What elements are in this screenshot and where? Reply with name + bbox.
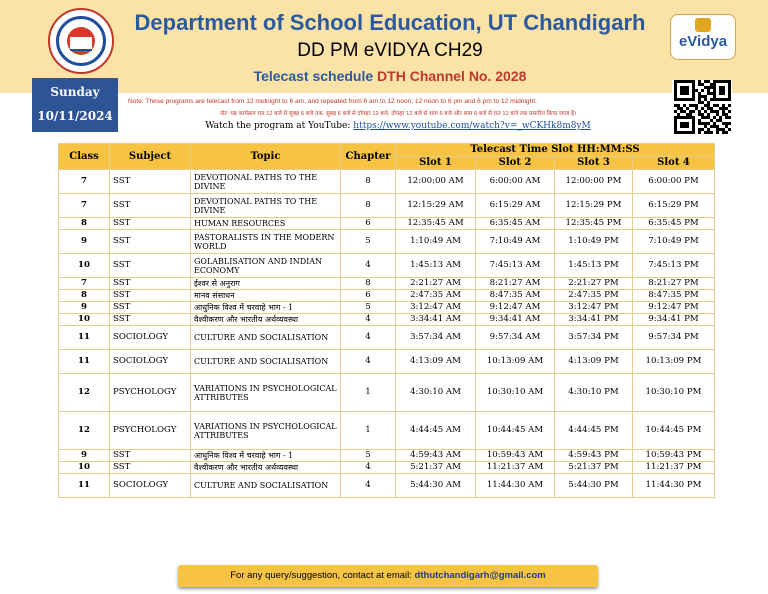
row-slot1: 12:00:00 AM (396, 170, 476, 194)
row-slot1: 5:21:37 AM (396, 462, 476, 474)
row-chapter: 6 (341, 290, 396, 302)
row-topic: VARIATIONS IN PSYCHOLOGICAL ATTRIBUTES (191, 412, 341, 450)
header-subject: Subject (110, 144, 191, 170)
row-class: 9 (59, 450, 110, 462)
row-topic: VARIATIONS IN PSYCHOLOGICAL ATTRIBUTES (191, 374, 341, 412)
row-slot2: 11:44:30 AM (476, 474, 555, 498)
row-topic: वैश्वीकरण और भारतीय अर्थव्यवस्था (191, 314, 341, 326)
row-slot3: 4:59:43 PM (555, 450, 633, 462)
header-slot2: Slot 2 (476, 157, 555, 170)
row-slot2: 6:35:45 AM (476, 218, 555, 230)
row-subject: SST (110, 218, 191, 230)
row-slot3: 1:45:13 PM (555, 254, 633, 278)
table-row (59, 218, 715, 230)
row-slot1: 12:15:29 AM (396, 194, 476, 218)
row-slot2: 7:10:49 AM (476, 230, 555, 254)
row-slot3: 2:21:27 PM (555, 278, 633, 290)
table-row (59, 374, 715, 412)
row-topic: वैश्वीकरण और भारतीय अर्थव्यवस्था (191, 462, 341, 474)
row-slot4: 6:35:45 PM (633, 218, 715, 230)
row-slot3: 4:13:09 PM (555, 350, 633, 374)
row-subject: SST (110, 194, 191, 218)
table-row (59, 302, 715, 314)
evidya-logo (670, 14, 736, 60)
row-slot4: 10:44:45 PM (633, 412, 715, 450)
row-slot2: 11:21:37 AM (476, 462, 555, 474)
row-class: 7 (59, 278, 110, 290)
row-topic: DEVOTIONAL PATHS TO THE DIVINE (191, 194, 341, 218)
row-slot2: 10:59:43 AM (476, 450, 555, 462)
row-slot1: 4:13:09 AM (396, 350, 476, 374)
row-topic: ईश्वर से अनुराग (191, 278, 341, 290)
row-slot1: 4:59:43 AM (396, 450, 476, 462)
row-slot3: 4:44:45 PM (555, 412, 633, 450)
row-class: 9 (59, 230, 110, 254)
row-chapter: 8 (341, 170, 396, 194)
row-subject: SOCIOLOGY (110, 474, 191, 498)
row-slot4: 7:45:13 PM (633, 254, 715, 278)
channel-label: DTH Channel No. 2028 (377, 68, 527, 84)
tv-icon (695, 18, 711, 32)
row-subject: SST (110, 450, 191, 462)
row-slot2: 6:15:29 AM (476, 194, 555, 218)
row-class: 7 (59, 194, 110, 218)
qr-code-icon (672, 80, 732, 134)
row-chapter: 4 (341, 314, 396, 326)
row-class: 10 (59, 254, 110, 278)
row-slot2: 10:13:09 AM (476, 350, 555, 374)
table-row (59, 412, 715, 450)
row-slot3: 5:44:30 PM (555, 474, 633, 498)
row-slot4: 8:47:35 PM (633, 290, 715, 302)
row-slot2: 10:30:10 AM (476, 374, 555, 412)
row-chapter: 4 (341, 350, 396, 374)
contact-footer (178, 565, 598, 587)
row-slot3: 3:12:47 PM (555, 302, 633, 314)
row-slot2: 8:47:35 AM (476, 290, 555, 302)
table-row (59, 230, 715, 254)
row-slot3: 12:00:00 PM (555, 170, 633, 194)
row-slot1: 3:34:41 AM (396, 314, 476, 326)
row-slot4: 7:10:49 PM (633, 230, 715, 254)
day-label: Sunday (50, 85, 100, 99)
row-slot1: 2:21:27 AM (396, 278, 476, 290)
row-slot1: 4:44:45 AM (396, 412, 476, 450)
date-box (32, 78, 118, 132)
schedule-body (59, 170, 715, 498)
row-slot2: 7:45:13 AM (476, 254, 555, 278)
row-slot1: 1:10:49 AM (396, 230, 476, 254)
note-english: Note: These programs are telecast from 12 midnight to 6 am, and repeated from 6 am to 12 noon, 12 noon to 6 pm and 6 pm to 12 midnight. (128, 98, 537, 105)
row-slot1: 4:30:10 AM (396, 374, 476, 412)
row-slot4: 10:13:09 PM (633, 350, 715, 374)
row-class: 10 (59, 462, 110, 474)
header-chapter: Chapter (341, 144, 396, 170)
row-topic: DEVOTIONAL PATHS TO THE DIVINE (191, 170, 341, 194)
row-subject: PSYCHOLOGY (110, 412, 191, 450)
row-slot1: 2:47:35 AM (396, 290, 476, 302)
table-row (59, 278, 715, 290)
row-class: 10 (59, 314, 110, 326)
row-chapter: 5 (341, 450, 396, 462)
row-class: 11 (59, 326, 110, 350)
row-slot4: 8:21:27 PM (633, 278, 715, 290)
row-topic: PASTORALISTS IN THE MODERN WORLD (191, 230, 341, 254)
department-emblem-icon (48, 8, 114, 74)
youtube-line (128, 121, 668, 131)
schedule-table (58, 143, 715, 498)
row-slot1: 3:12:47 AM (396, 302, 476, 314)
row-chapter: 5 (341, 302, 396, 314)
page-title: Department of School Education, UT Chandigarh (134, 10, 646, 35)
row-slot4: 11:21:37 PM (633, 462, 715, 474)
row-topic: आधुनिक विश्व में चरवाहे भाग - 1 (191, 302, 341, 314)
header-slot3: Slot 3 (555, 157, 633, 170)
row-slot1: 5:44:30 AM (396, 474, 476, 498)
row-slot3: 1:10:49 PM (555, 230, 633, 254)
row-subject: SST (110, 254, 191, 278)
table-row (59, 290, 715, 302)
table-row (59, 170, 715, 194)
row-topic: CULTURE AND SOCIALISATION (191, 474, 341, 498)
row-slot4: 9:57:34 PM (633, 326, 715, 350)
row-slot2: 8:21:27 AM (476, 278, 555, 290)
row-slot4: 11:44:30 PM (633, 474, 715, 498)
row-topic: GOLABLISATION AND INDIAN ECONOMY (191, 254, 341, 278)
row-topic: CULTURE AND SOCIALISATION (191, 326, 341, 350)
header-slot4: Slot 4 (633, 157, 715, 170)
row-slot2: 9:34:41 AM (476, 314, 555, 326)
row-subject: SOCIOLOGY (110, 350, 191, 374)
row-slot4: 10:59:43 PM (633, 450, 715, 462)
row-slot4: 9:12:47 PM (633, 302, 715, 314)
row-slot1: 3:57:34 AM (396, 326, 476, 350)
row-class: 7 (59, 170, 110, 194)
row-chapter: 4 (341, 254, 396, 278)
contact-email: dthutchandigarh@gmail.com (414, 570, 546, 581)
table-row (59, 462, 715, 474)
row-topic: HUMAN RESOURCES (191, 218, 341, 230)
table-row (59, 194, 715, 218)
header-topic: Topic (191, 144, 341, 170)
row-slot2: 10:44:45 AM (476, 412, 555, 450)
row-chapter: 8 (341, 194, 396, 218)
row-slot1: 12:35:45 AM (396, 218, 476, 230)
row-topic: मानव संसाधन (191, 290, 341, 302)
row-chapter: 8 (341, 278, 396, 290)
schedule-label: Telecast schedule (253, 68, 374, 84)
logo-text: eVidya (678, 33, 728, 50)
row-subject: SST (110, 278, 191, 290)
table-row (59, 254, 715, 278)
row-slot2: 6:00:00 AM (476, 170, 555, 194)
row-chapter: 1 (341, 374, 396, 412)
note-hindi: नोट: यह कार्यक्रम रात 12 बजे से सुबह 6 बजे तक, सुबह 6 बजे से दोपहर 12 बजे, दोपहर 12 बजे से शाम 6 बजे और शाम 6 बजे से रात 12 बजे तक प्रसारित किया जाता है। (219, 111, 577, 117)
row-class: 8 (59, 290, 110, 302)
table-row (59, 450, 715, 462)
page-subtitle: DD PM eVIDYA CH29 (297, 40, 483, 61)
row-slot4: 6:00:00 PM (633, 170, 715, 194)
table-row (59, 350, 715, 374)
header-class: Class (59, 144, 110, 170)
row-slot3: 12:15:29 PM (555, 194, 633, 218)
row-class: 12 (59, 374, 110, 412)
contact-prefix: For any query/suggestion, contact at email: (230, 570, 412, 581)
row-slot2: 9:12:47 AM (476, 302, 555, 314)
header-slot1: Slot 1 (396, 157, 476, 170)
row-chapter: 6 (341, 218, 396, 230)
row-class: 9 (59, 302, 110, 314)
youtube-link[interactable]: https://www.youtube.com/watch?v=_wCKHk8m8yM (353, 121, 591, 131)
row-subject: SOCIOLOGY (110, 326, 191, 350)
row-chapter: 5 (341, 230, 396, 254)
row-slot4: 9:34:41 PM (633, 314, 715, 326)
table-row (59, 314, 715, 326)
row-subject: SST (110, 462, 191, 474)
row-chapter: 4 (341, 326, 396, 350)
row-slot3: 5:21:37 PM (555, 462, 633, 474)
row-slot4: 10:30:10 PM (633, 374, 715, 412)
row-slot3: 3:57:34 PM (555, 326, 633, 350)
row-class: 8 (59, 218, 110, 230)
table-row (59, 474, 715, 498)
row-class: 11 (59, 350, 110, 374)
date-label: 10/11/2024 (37, 109, 113, 123)
row-subject: SST (110, 302, 191, 314)
row-slot1: 1:45:13 AM (396, 254, 476, 278)
row-slot3: 4:30:10 PM (555, 374, 633, 412)
row-subject: SST (110, 170, 191, 194)
row-slot4: 6:15:29 PM (633, 194, 715, 218)
row-topic: आधुनिक विश्व में चरवाहे भाग - 1 (191, 450, 341, 462)
row-subject: SST (110, 290, 191, 302)
row-chapter: 4 (341, 462, 396, 474)
row-class: 12 (59, 412, 110, 450)
header-time-slot: Telecast Time Slot HH:MM:SS (396, 144, 715, 157)
row-slot3: 3:34:41 PM (555, 314, 633, 326)
row-subject: PSYCHOLOGY (110, 374, 191, 412)
table-row (59, 326, 715, 350)
row-subject: SST (110, 314, 191, 326)
row-slot3: 12:35:45 PM (555, 218, 633, 230)
row-subject: SST (110, 230, 191, 254)
row-class: 11 (59, 474, 110, 498)
row-topic: CULTURE AND SOCIALISATION (191, 350, 341, 374)
row-chapter: 4 (341, 474, 396, 498)
row-slot3: 2:47:35 PM (555, 290, 633, 302)
row-chapter: 1 (341, 412, 396, 450)
row-slot2: 9:57:34 AM (476, 326, 555, 350)
schedule-heading (120, 68, 660, 84)
youtube-prefix: Watch the program at YouTube: (205, 121, 351, 131)
